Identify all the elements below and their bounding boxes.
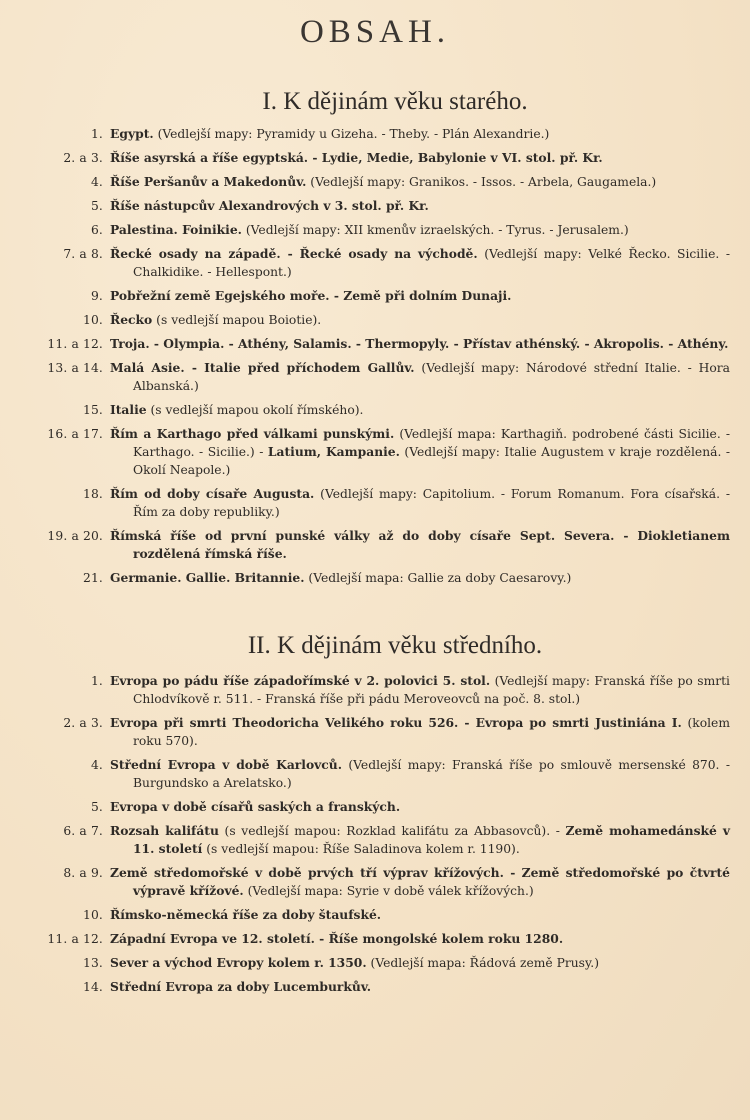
entry-map-title: Pobřežní země Egejského moře. - Země při dolním Dunaji. [110,288,512,303]
toc-entry [40,798,730,816]
entry-number: 6. a 7. [63,824,103,838]
toc-entry [40,311,730,329]
entry-text [110,245,730,281]
entry-note: (Vedlejší mapy: XII kmenův izraelských. - Tyrus. - Jerusalem.) [241,223,629,237]
entry-note: (Vedlejší mapy: Capitolium. - Forum Romanum. Fora císařská. - Řím za doby republiky.) [133,487,730,519]
entry-note: (s vedlejší mapou: Rozklad kalifátu za Abbasovců). - [218,824,566,838]
entry-map-title: Latium, Kampanie. [267,444,400,459]
toc-entry [40,149,730,167]
entry-number: 19. a 20. [47,529,103,543]
entry-map-title: Římská říše od první punské války až do doby císaře Sept. Severa. - Diokletianem rozdělená římská říše. [110,528,730,561]
toc-list [40,125,730,593]
entry-text [110,527,730,563]
entry-number: 7. a 8. [63,247,103,261]
entry-map-title: Evropa v době císařů saských a franských. [110,799,401,814]
toc-entry [40,527,730,563]
entry-text [110,221,730,239]
entry-text [110,672,730,708]
toc-entry [40,906,730,924]
entry-note: (Vedlejší mapy: Národové střední Italie. - Hora Albanská.) [133,361,730,393]
entry-map-title: Řím a Karthago před válkami punskými. [110,426,395,441]
entry-note: (Vedlejší mapy: Franská říše po smlouvě mersenské 870. - Burgundsko a Arelatsko.) [133,758,730,790]
entry-text [110,311,730,329]
toc-entry [40,864,730,900]
toc-entry [40,425,730,479]
toc-entry [40,245,730,281]
section-heading: II. K dějinám věku středního. [247,632,543,659]
entry-number: 4. [90,758,103,772]
entry-map-title: Řecko [110,312,153,327]
entry-number: 11. a 12. [47,932,103,946]
entry-text [110,197,730,215]
entry-text [110,954,730,972]
entry-note: (kolem roku 570). [133,716,730,748]
toc-list [40,672,730,1002]
entry-note: (s vedlejší mapou Boiotie). [152,313,322,327]
entry-text [110,125,730,143]
entry-text [110,906,730,924]
entry-text [110,425,730,479]
entry-note: (Vedlejší mapy: Franská říše po smrti Chlodvíkově r. 511. - Franská říše při pádu Meroveovců na poč. 8. stol.) [133,674,730,706]
entry-text [110,798,730,816]
toc-entry [40,485,730,521]
toc-entry [40,335,730,353]
entry-map-title: Sever a východ Evropy kolem r. 1350. [110,955,367,970]
entry-note: (Vedlejší mapy: Granikos. - Issos. - Arbela, Gaugamela.) [306,175,657,189]
entry-number: 14. [82,980,103,994]
entry-note: (Vedlejší mapy: Velké Řecko. Sicilie. - Chalkidike. - Hellespont.) [133,247,730,279]
entry-map-title: Italie [110,402,147,417]
entry-text [110,485,730,521]
toc-entry [40,672,730,708]
entry-map-title: Germanie. Gallie. Britannie. [110,570,305,585]
entry-map-title: Malá Asie. - Italie před příchodem Gallův. [110,360,415,375]
entry-number: 8. a 9. [63,866,103,880]
entry-map-title: Řím od doby císaře Augusta. [110,486,315,501]
entry-number: 2. a 3. [63,151,103,165]
entry-text [110,756,730,792]
toc-entry [40,197,730,215]
toc-entry [40,287,730,305]
entry-number: 5. [90,199,103,213]
entry-map-title: Troja. - Olympia. - Athény, Salamis. - Thermopyly. - Přístav athénský. - Akropolis. - Athény. [110,336,729,351]
entry-note: (s vedlejší mapou: Říše Saladinova kolem r. 1190). [202,842,520,856]
entry-text [110,401,730,419]
entry-number: 11. a 12. [47,337,103,351]
entry-number: 21. [82,571,103,585]
entry-text [110,359,730,395]
toc-entry [40,125,730,143]
entry-map-title: Říše asyrská a říše egyptská. - Lydie, Medie, Babylonie v VI. stol. př. Kr. [110,150,603,165]
entry-map-title: Země středomořské v době prvých tří výprav křížových. - Země středomořské po čtvrté výpravě křížové. [110,865,730,898]
entry-note: (Vedlejší mapa: Karthagiň. podrobené části Sicilie. - Karthago. - Sicilie.) - [133,427,730,459]
entry-number: 1. [90,127,103,141]
toc-entry [40,930,730,948]
section-heading: I. K dějinám věku starého. [262,88,528,115]
entry-number: 13. [82,956,103,970]
entry-number: 18. [82,487,103,501]
entry-map-title: Evropa po pádu říše západořímské v 2. polovici 5. stol. [110,673,491,688]
entry-number: 10. [82,313,103,327]
entry-number: 6. [90,223,103,237]
entry-map-title: Střední Evropa v době Karlovců. [110,757,343,772]
entry-note: (Vedlejší mapa: Řádová země Prusy.) [366,956,600,970]
entry-note: (Vedlejší mapy: Italie Augustem v kraje rozdělená. - Okolí Neapole.) [133,445,731,477]
entry-map-title: Říše Peršanův a Makedonův. [110,174,307,189]
entry-map-title: Střední Evropa za doby Lucemburkův. [110,979,372,994]
toc-entry [40,954,730,972]
entry-text [110,569,730,587]
toc-entry [40,714,730,750]
toc-entry [40,978,730,996]
entry-text [110,714,730,750]
entry-map-title: Palestina. Foinikie. [110,222,242,237]
entry-text [110,173,730,191]
entry-map-title: Západní Evropa ve 12. století. - Říše mongolské kolem roku 1280. [110,931,564,946]
entry-map-title: Evropa při smrti Theodoricha Velikého roku 526. - Evropa po smrti Justiniána I. [110,715,682,730]
entry-map-title: Říše nástupcův Alexandrových v 3. stol. př. Kr. [110,198,429,213]
toc-entry [40,822,730,858]
page-title: OBSAH. [299,14,451,50]
entry-text [110,335,730,353]
entry-number: 5. [90,800,103,814]
toc-entry [40,359,730,395]
entry-text [110,978,730,996]
entry-note: (Vedlejší mapy: Pyramidy u Gizeha. - Theby. - Plán Alexandrie.) [153,127,550,141]
entry-number: 4. [90,175,103,189]
entry-text [110,822,730,858]
entry-note: (s vedlejší mapou okolí římského). [146,403,364,417]
entry-number: 9. [90,289,103,303]
toc-entry [40,756,730,792]
toc-entry [40,401,730,419]
toc-entry [40,221,730,239]
entry-number: 1. [90,674,103,688]
entry-map-title: Řecké osady na západě. - Řecké osady na východě. [110,246,478,261]
toc-entry [40,569,730,587]
entry-text [110,287,730,305]
entry-map-title: Římsko-německá říše za doby štaufské. [110,907,382,922]
entry-number: 15. [82,403,103,417]
entry-text [110,930,730,948]
entry-map-title: Země mohamedánské v 11. století [133,823,730,856]
toc-entry [40,173,730,191]
entry-number: 10. [82,908,103,922]
entry-text [110,149,730,167]
entry-number: 16. a 17. [47,427,103,441]
entry-number: 2. a 3. [63,716,103,730]
entry-note: (Vedlejší mapa: Syrie v době válek křížových.) [243,884,534,898]
entry-text [110,864,730,900]
entry-note: (Vedlejší mapa: Gallie za doby Caesarovy.) [304,571,572,585]
entry-map-title: Egypt. [110,126,154,141]
entry-number: 13. a 14. [47,361,103,375]
entry-map-title: Rozsah kalifátu [110,823,219,838]
